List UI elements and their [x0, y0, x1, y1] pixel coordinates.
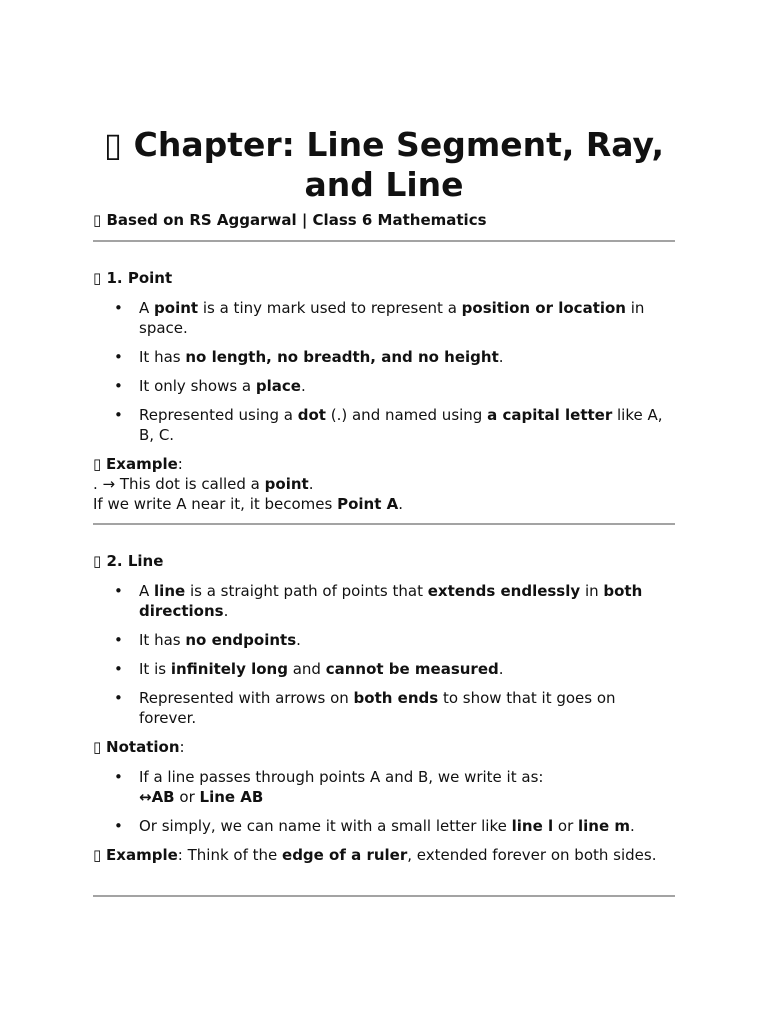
bullet-icon: • — [114, 299, 123, 317]
section-heading-text: 2. Line — [106, 552, 164, 570]
point-bullet-list — [93, 298, 675, 445]
item-text: in — [580, 582, 604, 600]
bullet-icon: • — [114, 768, 123, 786]
divider — [93, 240, 675, 242]
line-section — [93, 551, 675, 865]
item-text: . — [630, 817, 635, 835]
example-line — [93, 474, 675, 494]
bullet-icon: • — [114, 406, 123, 424]
item-text: A — [139, 582, 155, 600]
item-bold-text: infinitely long — [170, 660, 288, 678]
item-text: It has — [139, 631, 186, 649]
item-text: . → This dot is called a — [93, 475, 265, 493]
item-bold-text: edge of a ruler — [282, 846, 408, 864]
item-text: . — [296, 631, 301, 649]
item-text: or — [553, 817, 579, 835]
item-bold-text: point — [264, 475, 309, 493]
list-item — [93, 376, 675, 396]
point-section — [93, 268, 675, 514]
bullet-marker-icon: ▯ — [93, 552, 102, 570]
item-bold-text: line l — [511, 817, 554, 835]
list-item — [93, 688, 675, 728]
bullet-marker-icon: ▯ — [93, 269, 102, 287]
item-bold-text: no length, no breadth, and no height — [185, 348, 499, 366]
item-text: Or simply, we can name it with a small letter like — [139, 817, 512, 835]
book-icon: ▯ — [103, 125, 123, 164]
pin-icon: ▯ — [93, 455, 102, 473]
item-bold-text: no endpoints — [185, 631, 297, 649]
item-text: is a straight path of points that — [185, 582, 428, 600]
bullet-icon: • — [114, 689, 123, 707]
page-title-text: Chapter: Line Segment, Ray, and Line — [133, 125, 665, 204]
list-item — [93, 347, 675, 367]
item-text: : Think of the — [177, 846, 283, 864]
item-bold-text: extends endlessly — [427, 582, 581, 600]
divider — [93, 895, 675, 897]
section-heading-text: 1. Point — [106, 269, 173, 287]
item-bold-text: position or location — [461, 299, 626, 317]
item-text: Represented with arrows on — [139, 689, 354, 707]
item-bold-text: Point A — [337, 495, 399, 513]
page-title — [93, 125, 675, 205]
item-text: like A, B, C. — [139, 406, 663, 444]
item-text: : — [179, 738, 185, 756]
bullet-icon: • — [114, 817, 123, 835]
example-label: Example — [106, 846, 178, 864]
item-bold-text: point — [154, 299, 199, 317]
item-text: A — [139, 299, 155, 317]
page-subtitle — [93, 210, 487, 230]
item-bold-text: cannot be measured — [325, 660, 499, 678]
item-text: is a tiny mark used to represent a — [198, 299, 462, 317]
item-text: . — [498, 348, 504, 366]
item-text: , extended forever on both sides. — [407, 846, 657, 864]
bullet-icon: • — [114, 582, 123, 600]
item-text: (.) and named using — [325, 406, 488, 424]
item-bold-text: both ends — [353, 689, 439, 707]
pencil-icon: ▯ — [93, 738, 102, 756]
item-bold-text: dot — [297, 406, 326, 424]
example-line — [93, 845, 675, 865]
item-text: It only shows a — [139, 377, 256, 395]
example-label: Example — [106, 455, 178, 473]
bullet-icon: • — [114, 631, 123, 649]
item-text: It is — [139, 660, 171, 678]
pin-icon: ▯ — [93, 846, 102, 864]
page-subtitle-text: Based on RS Aggarwal | Class 6 Mathematics — [106, 211, 487, 229]
item-text: It has — [139, 348, 186, 366]
item-bold-text: place — [255, 377, 301, 395]
divider — [93, 523, 675, 525]
bullet-icon: • — [114, 348, 123, 366]
item-text: . — [498, 660, 504, 678]
item-bold-text: line — [154, 582, 186, 600]
item-bold-text: ↔AB — [139, 788, 175, 806]
item-text: . — [398, 495, 404, 513]
list-item — [93, 298, 675, 338]
example-line — [93, 494, 675, 514]
bullet-icon: • — [114, 377, 123, 395]
item-text: in space. — [139, 299, 645, 337]
item-bold-text: Line AB — [199, 788, 264, 806]
example-label-line — [93, 454, 675, 474]
item-text: . — [300, 377, 306, 395]
line-bullet-list — [93, 581, 675, 728]
book-icon: ▯ — [93, 211, 102, 229]
item-text: Represented using a — [139, 406, 298, 424]
list-item — [93, 659, 675, 679]
notation-bullet-list — [93, 767, 675, 836]
item-bold-text: both directions — [139, 582, 643, 620]
item-text: : — [177, 455, 183, 473]
section-heading-point — [93, 268, 675, 288]
item-text: . — [223, 602, 229, 620]
item-text: and — [287, 660, 326, 678]
notation-label-line — [93, 737, 675, 757]
section-heading-line — [93, 551, 675, 571]
item-text: . — [308, 475, 314, 493]
list-item — [93, 630, 675, 650]
item-bold-text: a capital letter — [487, 406, 613, 424]
notation-label: Notation — [106, 738, 180, 756]
item-text: or — [174, 788, 200, 806]
list-item — [93, 767, 675, 807]
list-item — [93, 581, 675, 621]
item-text: If we write A near it, it becomes — [93, 495, 338, 513]
list-item — [93, 816, 675, 836]
bullet-icon: • — [114, 660, 123, 678]
item-bold-text: line m — [578, 817, 631, 835]
list-item — [93, 405, 675, 445]
item-text: to show that it goes on forever. — [139, 689, 616, 727]
item-text: If a line passes through points A and B, we write it as: — [139, 768, 544, 786]
